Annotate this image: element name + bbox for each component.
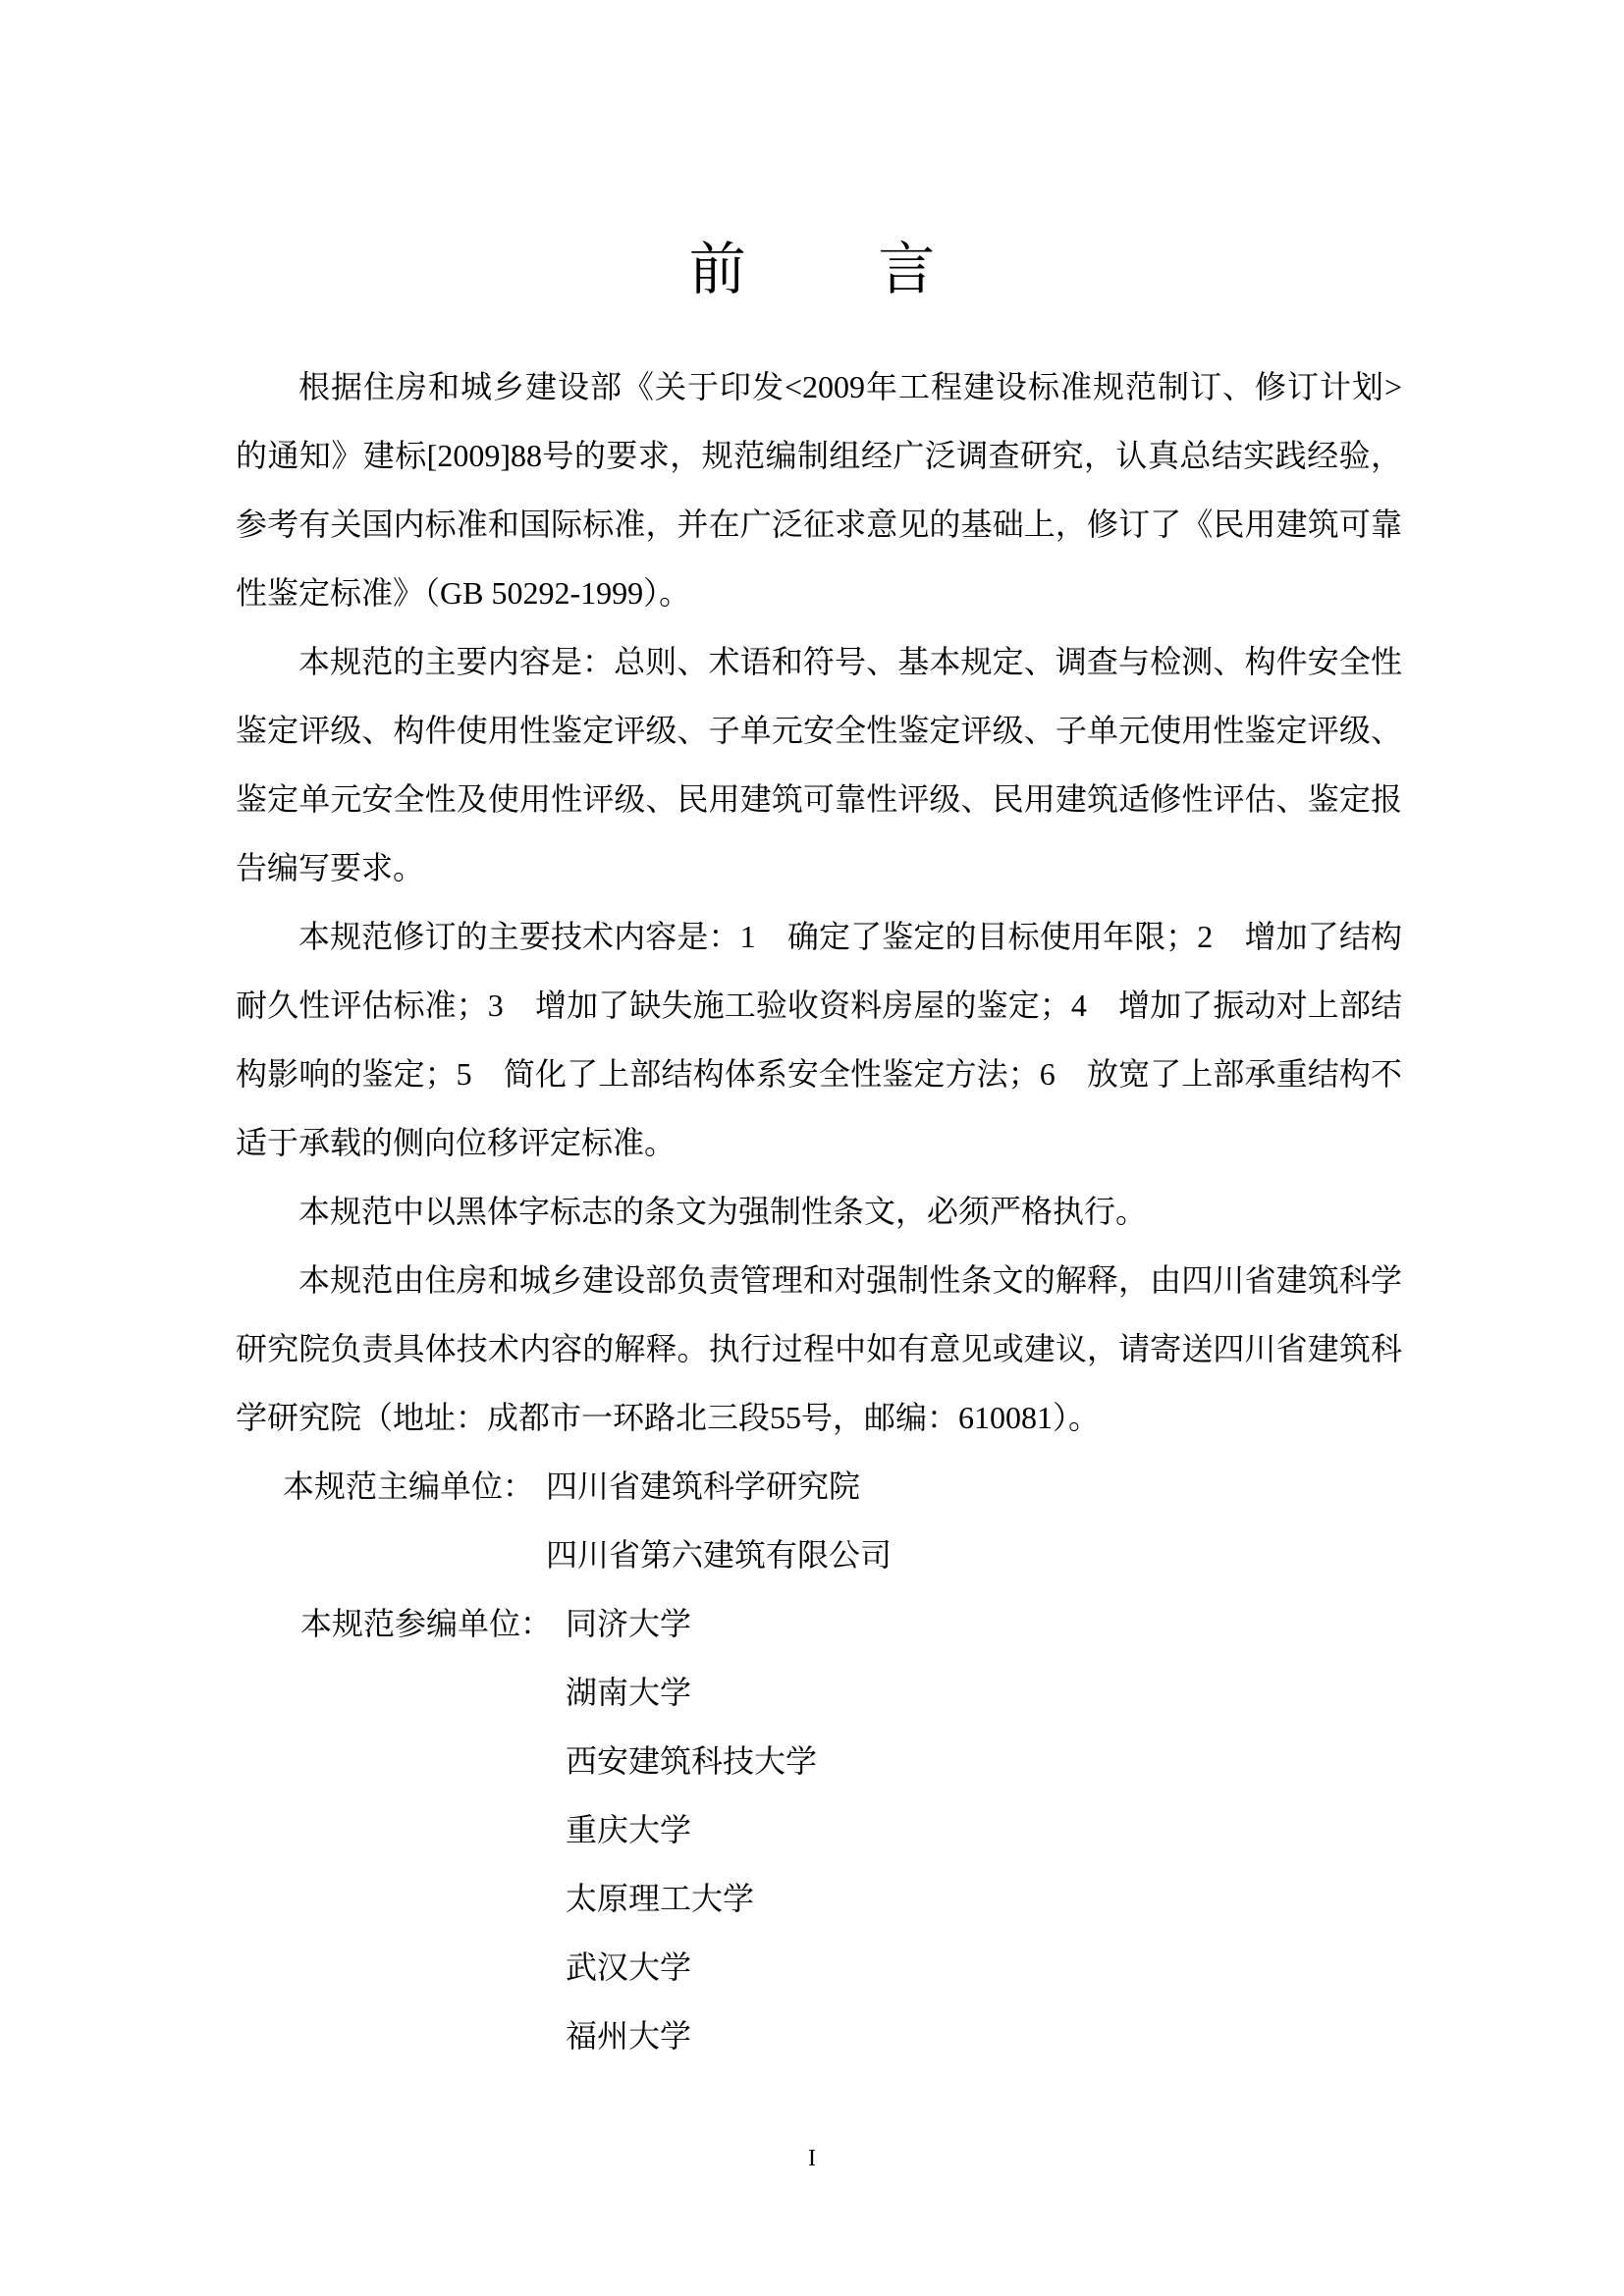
- page-title: 前 言: [688, 238, 995, 301]
- chief-unit-item: 四川省建筑科学研究院: [546, 1468, 861, 1504]
- participating-unit-item: 武汉大学: [566, 1949, 692, 1985]
- participating-units-label: 本规范参编单位：: [300, 1606, 553, 1641]
- chief-units-row: [236, 1452, 1402, 1521]
- participating-unit-item: 西安建筑科技大学: [566, 1743, 818, 1779]
- participating-units-row: [236, 1864, 1402, 1933]
- participating-units-row: [236, 1658, 1402, 1727]
- paragraph-revisions: 本规范修订的主要技术内容是：1 确定了鉴定的目标使用年限；2 增加了结构耐久性评估标准；3 增加了缺失施工验收资料房屋的鉴定；4 增加了振动对上部结构影响的鉴定；5 简化了上部结构体系安全性鉴定方法；6 放宽了上部承重结构不适于承载的侧向位移评定标准。: [236, 919, 1402, 1160]
- participating-unit-item: 福州大学: [566, 2018, 692, 2054]
- paragraph-mandatory: 本规范中以黑体字标志的条文为强制性条文，必须严格执行。: [298, 1194, 1148, 1229]
- chief-units-row: [236, 1521, 1402, 1589]
- participating-units-row: [236, 2002, 1402, 2070]
- chief-units-label: 本规范主编单位：: [283, 1468, 535, 1504]
- participating-units-row: [236, 1933, 1402, 2002]
- participating-unit-item: 湖南大学: [566, 1675, 692, 1710]
- paragraph-main-content: 本规范的主要内容是：总则、术语和符号、基本规定、调查与检测、构件安全性鉴定评级、构件使用性鉴定评级、子单元安全性鉴定评级、子单元使用性鉴定评级、鉴定单元安全性及使用性评级、民用建筑可靠性评级、民用建筑适修性评估、鉴定报告编写要求。: [236, 644, 1402, 885]
- participating-units-row: [236, 1795, 1402, 1864]
- paragraph-basis: 根据住房和城乡建设部《关于印发<2009年工程建设标准规范制订、修订计划>的通知》建标[2009]88号的要求，规范编制组经广泛调查研究，认真总结实践经验，参考有关国内标准和国际标准，并在广泛征求意见的基础上，修订了《民用建筑可靠性鉴定标准》（GB 50292-1999）。: [236, 369, 1402, 611]
- chief-unit-item: 四川省第六建筑有限公司: [546, 1537, 893, 1573]
- document-body: [236, 352, 1402, 2070]
- participating-units-row: [236, 1727, 1402, 1795]
- participating-units-row: [236, 1589, 1402, 1658]
- participating-unit-item: 太原理工大学: [566, 1881, 755, 1916]
- page-number: I: [808, 2146, 816, 2171]
- participating-unit-item: 同济大学: [566, 1606, 692, 1641]
- paragraph-management: 本规范由住房和城乡建设部负责管理和对强制性条文的解释，由四川省建筑科学研究院负责具体技术内容的解释。执行过程中如有意见或建议，请寄送四川省建筑科学研究院（地址：成都市一环路北三段55号，邮编：610081）。: [236, 1262, 1402, 1435]
- participating-unit-item: 重庆大学: [566, 1812, 692, 1847]
